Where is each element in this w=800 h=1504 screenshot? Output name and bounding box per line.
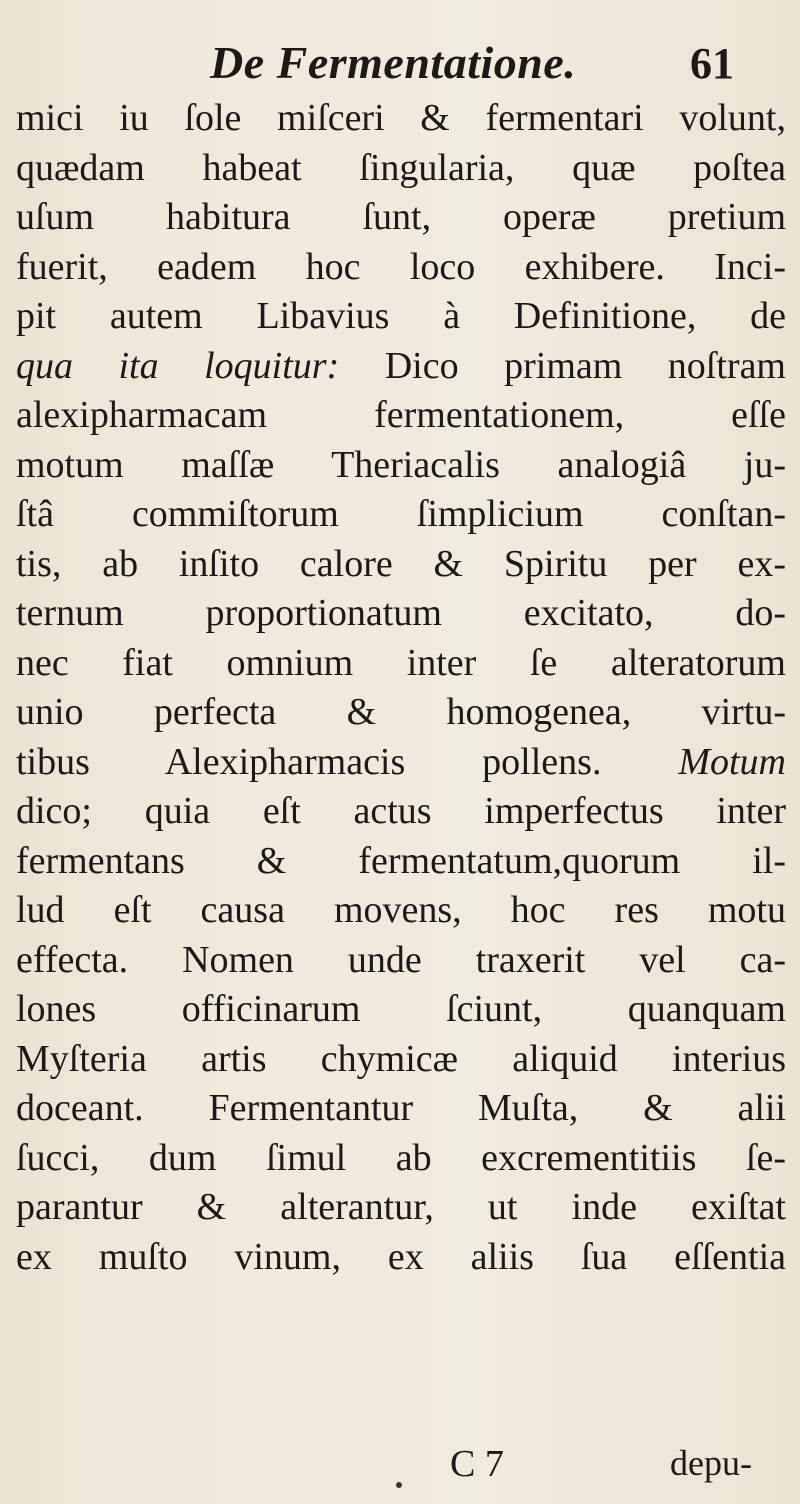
text-run: ex muſto vinum, ex aliis ſua eſſentia (16, 1235, 786, 1278)
text-run: fuerit, eadem hoc loco exhibere. Inci- (16, 245, 786, 288)
text-run: parantur & alterantur, ut inde exiſtat (16, 1186, 786, 1228)
body-text (16, 94, 786, 1282)
text-run: mici iu ſole miſceri & fermentari volunt, (16, 97, 786, 139)
running-head-title: De Fermentatione. (210, 37, 577, 88)
page-number: 61 (690, 39, 734, 88)
text-run: ſucci, dum ſimul ab excrementitiis ſe- (16, 1136, 786, 1179)
text-run: doceant. Fermentantur Muſta, & alii (16, 1087, 786, 1129)
text-line (16, 540, 786, 590)
text-line (16, 342, 786, 392)
text-line (16, 1084, 786, 1134)
text-run: ternum proportionatum excitato, do- (16, 592, 786, 634)
text-line (16, 639, 786, 689)
text-line (16, 886, 786, 936)
text-run: pit autem Libavius à Definitione, de (16, 295, 786, 337)
catchword: depu- (670, 1443, 752, 1483)
text-run: Dico primam noſtram (339, 344, 786, 387)
text-run: lud eſt causa movens, hoc res motu (16, 889, 786, 931)
text-run: quædam habeat ſingularia, quæ poſtea (16, 146, 786, 189)
text-run: dico; quia eſt actus imperfectus inter (16, 790, 786, 832)
text-line (16, 292, 786, 342)
text-run: nec fiat omnium inter ſe alteratorum (16, 641, 786, 684)
text-run: tis, ab inſito calore & Spiritu per ex- (16, 542, 786, 585)
text-line (16, 1134, 786, 1184)
text-run: unio perfecta & homogenea, virtu- (16, 691, 786, 733)
text-line (16, 193, 786, 243)
signature-mark: C 7 (450, 1443, 504, 1485)
text-run: alexipharmacam fermentationem, eſſe (16, 394, 786, 436)
text-line (16, 391, 786, 441)
text-line (16, 936, 786, 986)
ink-speck (396, 1482, 402, 1488)
text-run: lones officinarum ſciunt, quanquam (16, 988, 786, 1030)
text-line (16, 1035, 786, 1085)
text-line (16, 787, 786, 837)
text-line (16, 243, 786, 293)
text-line (16, 1183, 786, 1233)
italic-text: qua ita loquitur: (16, 344, 340, 387)
text-line (16, 94, 786, 144)
text-line (16, 738, 786, 788)
text-run: Myſteria artis chymicæ aliquid interius (16, 1037, 786, 1080)
text-line (16, 441, 786, 491)
text-line (16, 688, 786, 738)
text-run: fermentans & fermentatum,quorum il- (16, 839, 786, 882)
text-line (16, 1233, 786, 1283)
text-run: uſum habitura ſunt, operæ pretium (16, 196, 786, 238)
text-line (16, 985, 786, 1035)
text-run: ſtâ commiſtorum ſimplicium conſtan- (16, 493, 786, 535)
text-run: tibus Alexipharmacis pollens. (16, 740, 679, 783)
text-line (16, 837, 786, 887)
text-line (16, 490, 786, 540)
italic-text: Motum (678, 740, 786, 783)
text-run: motum maſſæ Theriacalis analogiâ ju- (16, 443, 786, 486)
text-run: effecta. Nomen unde traxerit vel ca- (16, 938, 786, 981)
running-head (0, 36, 800, 96)
text-line (16, 144, 786, 194)
text-line (16, 589, 786, 639)
